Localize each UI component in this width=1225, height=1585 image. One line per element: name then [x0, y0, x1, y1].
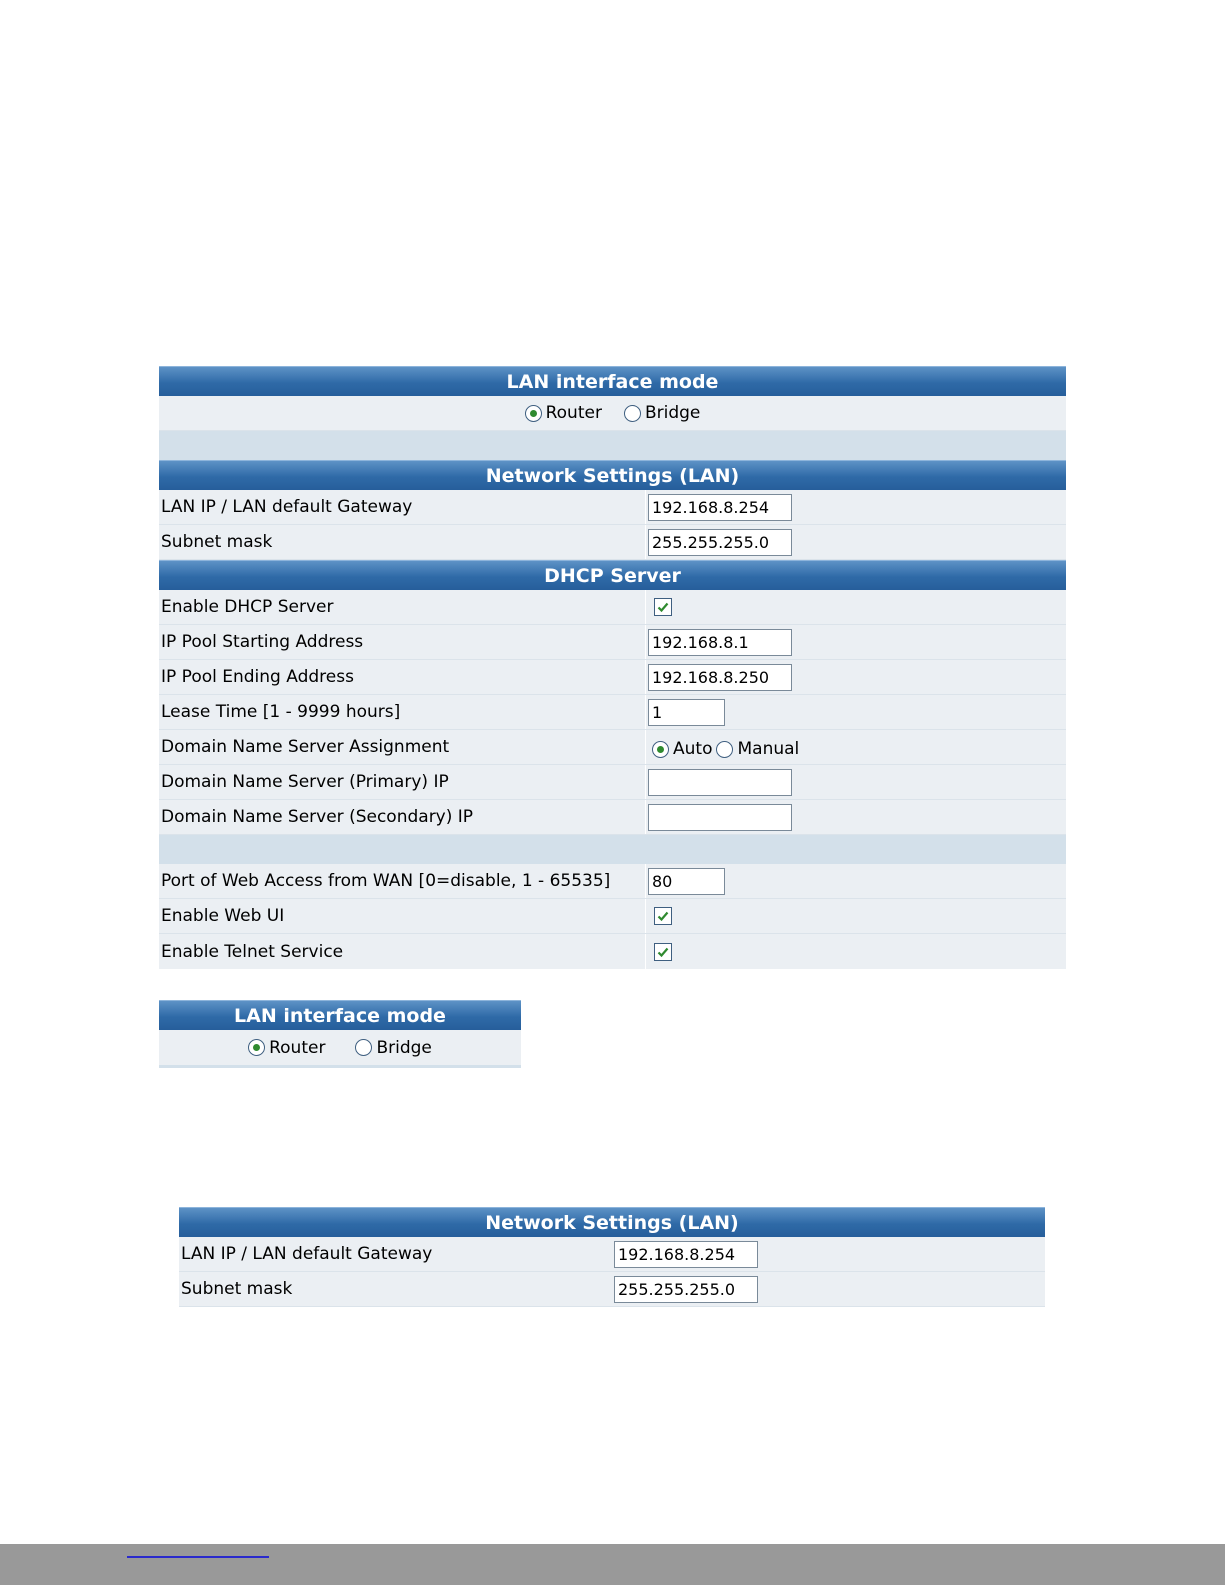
footer-link-underline	[127, 1556, 269, 1558]
bridge-option[interactable]	[624, 403, 700, 423]
webui-label: Enable Web UI	[161, 906, 285, 926]
detail-lan-ip-label: LAN IP / LAN default Gateway	[181, 1244, 433, 1264]
lan-mode-row	[159, 396, 1066, 431]
network-detail-header: Network Settings (LAN)	[179, 1207, 1045, 1237]
detail-lan-ip-row	[179, 1237, 1045, 1272]
dns-primary-input[interactable]	[648, 769, 792, 796]
detail-bridge-radio[interactable]	[355, 1039, 372, 1056]
dhcp-enable-row	[159, 590, 1066, 625]
pool-end-cell	[645, 660, 792, 694]
dns-auto-label: Auto	[673, 739, 713, 759]
webui-cell	[645, 899, 672, 933]
dns-manual-radio[interactable]	[716, 741, 733, 758]
lan-mode-detail-panel	[159, 1000, 521, 1068]
detail-lan-ip-cell	[612, 1237, 758, 1271]
bridge-label: Bridge	[644, 403, 701, 423]
subnet-input[interactable]: 255.255.255.0	[648, 529, 792, 556]
pool-start-label: IP Pool Starting Address	[161, 632, 364, 652]
dhcp-header: DHCP Server	[159, 560, 1066, 590]
spacer-row	[159, 431, 1066, 460]
lan-ip-input[interactable]: 192.168.8.254	[648, 494, 792, 521]
lan-mode-header: LAN interface mode	[159, 366, 1066, 396]
detail-subnet-row	[179, 1272, 1045, 1307]
pool-end-label: IP Pool Ending Address	[161, 667, 354, 687]
dns-assign-cell	[645, 730, 799, 764]
dns-secondary-cell	[645, 800, 792, 834]
dhcp-enable-label: Enable DHCP Server	[161, 597, 334, 617]
dhcp-enable-checkbox[interactable]	[654, 598, 672, 616]
lan-ip-cell	[645, 490, 792, 524]
dns-primary-cell	[645, 765, 792, 799]
lan-mode-detail-row	[159, 1030, 521, 1068]
telnet-label: Enable Telnet Service	[161, 941, 344, 962]
network-detail-panel	[179, 1207, 1045, 1307]
pool-start-cell	[645, 625, 792, 659]
web-port-row	[159, 864, 1066, 899]
detail-subnet-input[interactable]: 255.255.255.0	[614, 1276, 758, 1303]
subnet-row	[159, 525, 1066, 560]
subnet-cell	[645, 525, 792, 559]
lan-ip-label: LAN IP / LAN default Gateway	[161, 497, 413, 517]
detail-subnet-label: Subnet mask	[181, 1279, 293, 1299]
detail-router-option[interactable]	[248, 1038, 325, 1058]
lease-row	[159, 695, 1066, 730]
dns-auto-radio[interactable]	[652, 741, 669, 758]
subnet-label: Subnet mask	[161, 532, 273, 552]
pool-start-row	[159, 625, 1066, 660]
dns-manual-option[interactable]	[716, 739, 799, 759]
telnet-row	[159, 934, 1066, 969]
dns-secondary-input[interactable]	[648, 804, 792, 831]
detail-router-label: Router	[269, 1037, 326, 1058]
dns-secondary-label: Domain Name Server (Secondary) IP	[161, 807, 474, 827]
dns-manual-label: Manual	[737, 739, 800, 759]
router-radio[interactable]	[525, 405, 542, 422]
lease-cell	[645, 695, 725, 729]
detail-lan-ip-input[interactable]: 192.168.8.254	[614, 1241, 758, 1268]
router-option[interactable]	[525, 403, 602, 423]
network-settings-header: Network Settings (LAN)	[159, 460, 1066, 490]
detail-bridge-option[interactable]	[355, 1038, 431, 1058]
pool-end-row	[159, 660, 1066, 695]
detail-subnet-cell	[612, 1272, 758, 1306]
router-label: Router	[545, 403, 602, 423]
dns-primary-label: Domain Name Server (Primary) IP	[161, 772, 449, 792]
lease-input[interactable]: 1	[648, 699, 725, 726]
footer-bar	[0, 1544, 1225, 1585]
webui-row	[159, 899, 1066, 934]
check-icon	[657, 601, 669, 613]
telnet-cell	[645, 934, 672, 969]
lan-settings-panel	[159, 366, 1066, 969]
web-port-input[interactable]: 80	[648, 868, 725, 895]
dns-auto-option[interactable]	[652, 739, 712, 759]
detail-router-radio[interactable]	[248, 1039, 265, 1056]
dhcp-enable-cell	[645, 590, 672, 624]
lan-mode-detail-header: LAN interface mode	[159, 1000, 521, 1030]
check-icon	[657, 910, 669, 922]
dns-assign-row	[159, 730, 1066, 765]
dns-primary-row	[159, 765, 1066, 800]
check-icon	[657, 946, 669, 958]
web-port-cell	[645, 864, 725, 898]
bridge-radio[interactable]	[624, 405, 641, 422]
telnet-checkbox[interactable]	[654, 943, 672, 961]
dns-assign-label: Domain Name Server Assignment	[161, 737, 450, 757]
webui-checkbox[interactable]	[654, 907, 672, 925]
dns-secondary-row	[159, 800, 1066, 835]
lease-label: Lease Time [1 - 9999 hours]	[161, 702, 401, 722]
pool-end-input[interactable]: 192.168.8.250	[648, 664, 792, 691]
spacer-row-2	[159, 835, 1066, 864]
web-port-label: Port of Web Access from WAN [0=disable, 1 - 65535]	[161, 871, 611, 891]
detail-bridge-label: Bridge	[376, 1037, 432, 1058]
pool-start-input[interactable]: 192.168.8.1	[648, 629, 792, 656]
lan-ip-row	[159, 490, 1066, 525]
